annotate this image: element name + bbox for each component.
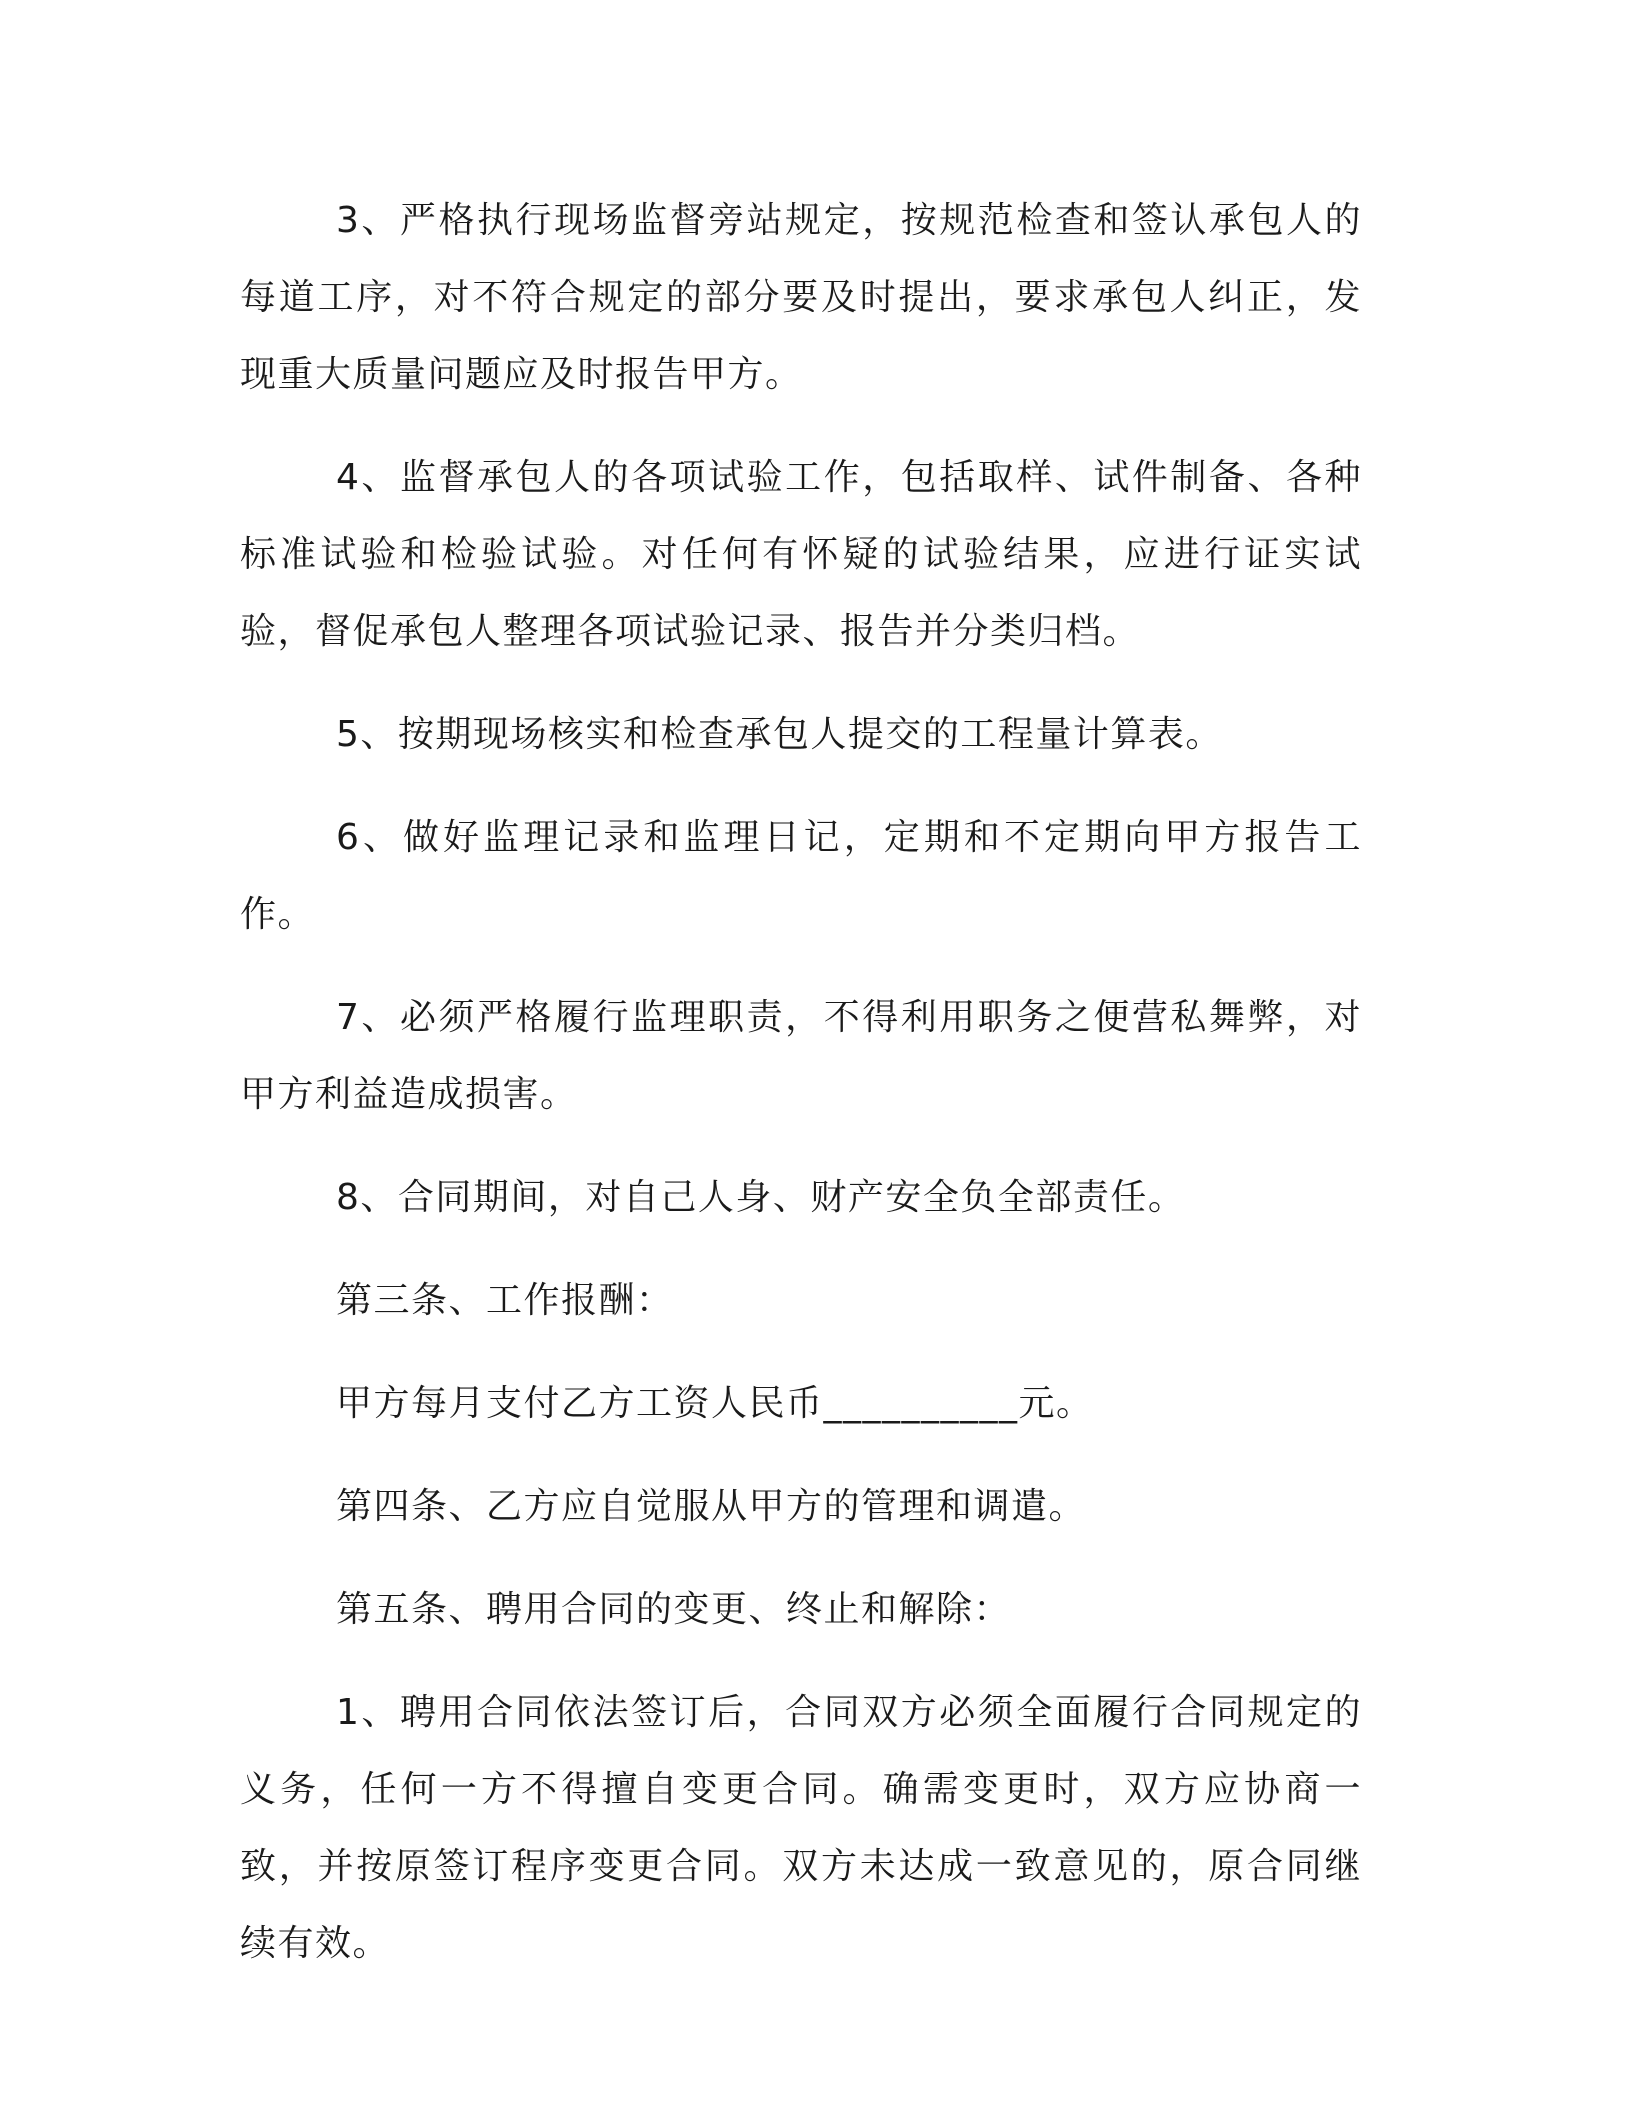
- clause-5-paragraph: 5、按期现场核实和检查承包人提交的工程量计算表。: [336, 714, 1223, 755]
- clause-7-paragraph: 7、必须严格履行监理职责，不得利用职务之便营私舞弊，对甲方利益造成损害。: [240, 997, 1362, 1115]
- clause-8-paragraph: 8、合同期间，对自己人身、财产安全负全部责任。: [336, 1177, 1186, 1218]
- document-body: [240, 182, 1362, 2008]
- salary-paragraph: 甲方每月支付乙方工资人民币__________元。: [336, 1383, 1094, 1424]
- article-5-clause-1-paragraph: 1、聘用合同依法签订后，合同双方必须全面履行合同规定的义务，任何一方不得擅自变更合同。确需变更时，双方应协商一致，并按原签订程序变更合同。双方未达成一致意见的，原合同继续有效。: [240, 1692, 1362, 1964]
- clause-4-paragraph: 4、监督承包人的各项试验工作，包括取样、试件制备、各种标准试验和检验试验。对任何有怀疑的试验结果，应进行证实试验，督促承包人整理各项试验记录、报告并分类归档。: [240, 457, 1362, 652]
- clause-3-paragraph: 3、严格执行现场监督旁站规定，按规范检查和签认承包人的每道工序，对不符合规定的部分要及时提出，要求承包人纠正，发现重大质量问题应及时报告甲方。: [240, 200, 1362, 395]
- clause-6-paragraph: 6、做好监理记录和监理日记，定期和不定期向甲方报告工作。: [240, 817, 1362, 935]
- article-5-heading: 第五条、聘用合同的变更、终止和解除：: [336, 1589, 1012, 1630]
- article-4-heading: 第四条、乙方应自觉服从甲方的管理和调遣。: [336, 1486, 1087, 1527]
- article-3-heading: 第三条、工作报酬：: [336, 1280, 674, 1321]
